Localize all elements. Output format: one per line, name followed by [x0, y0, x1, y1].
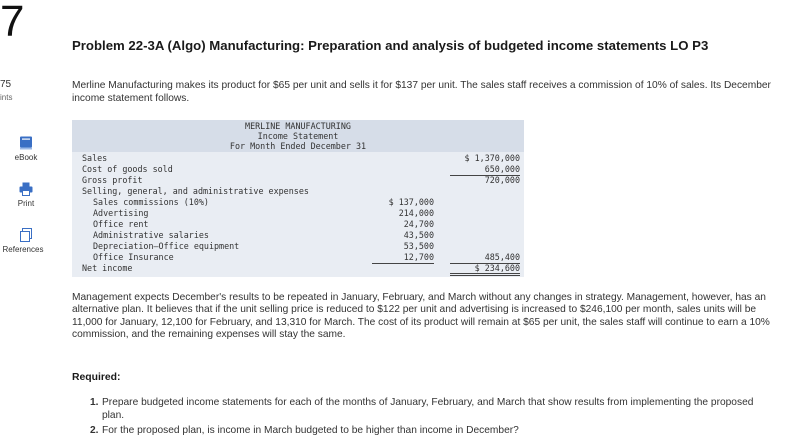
expense-row: [72, 219, 524, 230]
print-label: Print: [17, 199, 35, 208]
required-heading: Required:: [72, 372, 121, 383]
sales-row: [72, 153, 524, 164]
problem-title: Problem 22-3A (Algo) Manufacturing: Preparation and analysis of budgeted income statements LO P3: [72, 38, 709, 53]
ebook-icon: [19, 136, 33, 150]
company-name: MERLINE MANUFACTURING: [245, 121, 351, 131]
points-value: 75: [0, 79, 12, 90]
ebook-button[interactable]: [0, 136, 52, 162]
references-icon: [19, 228, 33, 242]
required-item-number: 2.: [90, 425, 99, 436]
net-income-row: [72, 263, 524, 274]
expense-label: Sales commissions (10%): [93, 197, 209, 207]
expense-label: Office Insurance: [93, 252, 174, 262]
expense-row: [72, 208, 524, 219]
gross-profit-label: Gross profit: [82, 175, 143, 185]
required-item-number: 1.: [90, 397, 99, 408]
required-item: [90, 425, 770, 438]
expense-row: [72, 252, 524, 263]
required-item-text: Prepare budgeted income statements for each of the months of January, February, and March that show results from implementing the proposed plan.: [102, 397, 754, 421]
statement-name: Income Statement: [257, 131, 339, 141]
management-paragraph: Management expects December's results to be repeated in January, February, and March without any changes in strategy. Management, however, has an alternative plan. It believes that if the unit selling price is reduced to $122 per unit and advertising is increased to $246,100 per month, sales units will be 11,000 for January, 12,100 for February, and 13,310 for March. The cost of its product will remain at $65 per unit, the sales staff will continue to earn a 10% commission, and the remaining expenses will stay the same.: [72, 292, 770, 340]
required-item: [90, 397, 770, 422]
income-statement: [72, 120, 524, 277]
printer-icon: [19, 182, 33, 196]
question-number: 7: [0, 0, 25, 46]
expense-label: Advertising: [93, 208, 149, 218]
sga-row: [72, 186, 524, 197]
left-rail: [0, 0, 56, 445]
required-list: [90, 397, 770, 441]
expense-value: 12,700: [372, 252, 434, 264]
expense-row: [72, 230, 524, 241]
sales-value: $ 1,370,000: [464, 153, 520, 163]
required-item-text: For the proposed plan, is income in March budgeted to be higher than income in December?: [102, 425, 519, 436]
expense-value: 53,500: [403, 241, 434, 251]
references-label: References: [2, 245, 44, 254]
cogs-row: [72, 164, 524, 175]
statement-header: [72, 120, 524, 152]
expense-row: [72, 197, 524, 208]
expense-label: Office rent: [93, 219, 149, 229]
cogs-value: 650,000: [450, 164, 520, 176]
points-label: ints: [0, 93, 13, 102]
statement-period: For Month Ended December 31: [229, 141, 367, 151]
gross-profit-row: [72, 175, 524, 186]
sales-label: Sales: [82, 153, 108, 163]
total-expenses-value: 485,400: [450, 252, 520, 264]
expense-label: Depreciation—Office equipment: [93, 241, 240, 251]
references-button[interactable]: [0, 228, 52, 254]
net-income-value: $ 234,600: [450, 263, 520, 276]
sga-label: Selling, general, and administrative expenses: [82, 186, 309, 196]
net-income-label: Net income: [82, 263, 133, 273]
statement-body: [72, 152, 524, 277]
expense-row: [72, 241, 524, 252]
print-button[interactable]: [0, 182, 52, 208]
gross-profit-value: 720,000: [484, 175, 520, 185]
expense-label: Administrative salaries: [93, 230, 209, 240]
ebook-label: eBook: [14, 153, 38, 162]
cogs-label: Cost of goods sold: [82, 164, 173, 174]
expense-value: 24,700: [403, 219, 434, 229]
expense-value: 43,500: [403, 230, 434, 240]
expense-value: 214,000: [398, 208, 434, 218]
problem-intro: Merline Manufacturing makes its product for $65 per unit and sells it for $137 per unit. The sales staff receives a commission of 10% of sales. Its December income statement follows.: [72, 80, 771, 104]
expense-value: $ 137,000: [388, 197, 434, 207]
